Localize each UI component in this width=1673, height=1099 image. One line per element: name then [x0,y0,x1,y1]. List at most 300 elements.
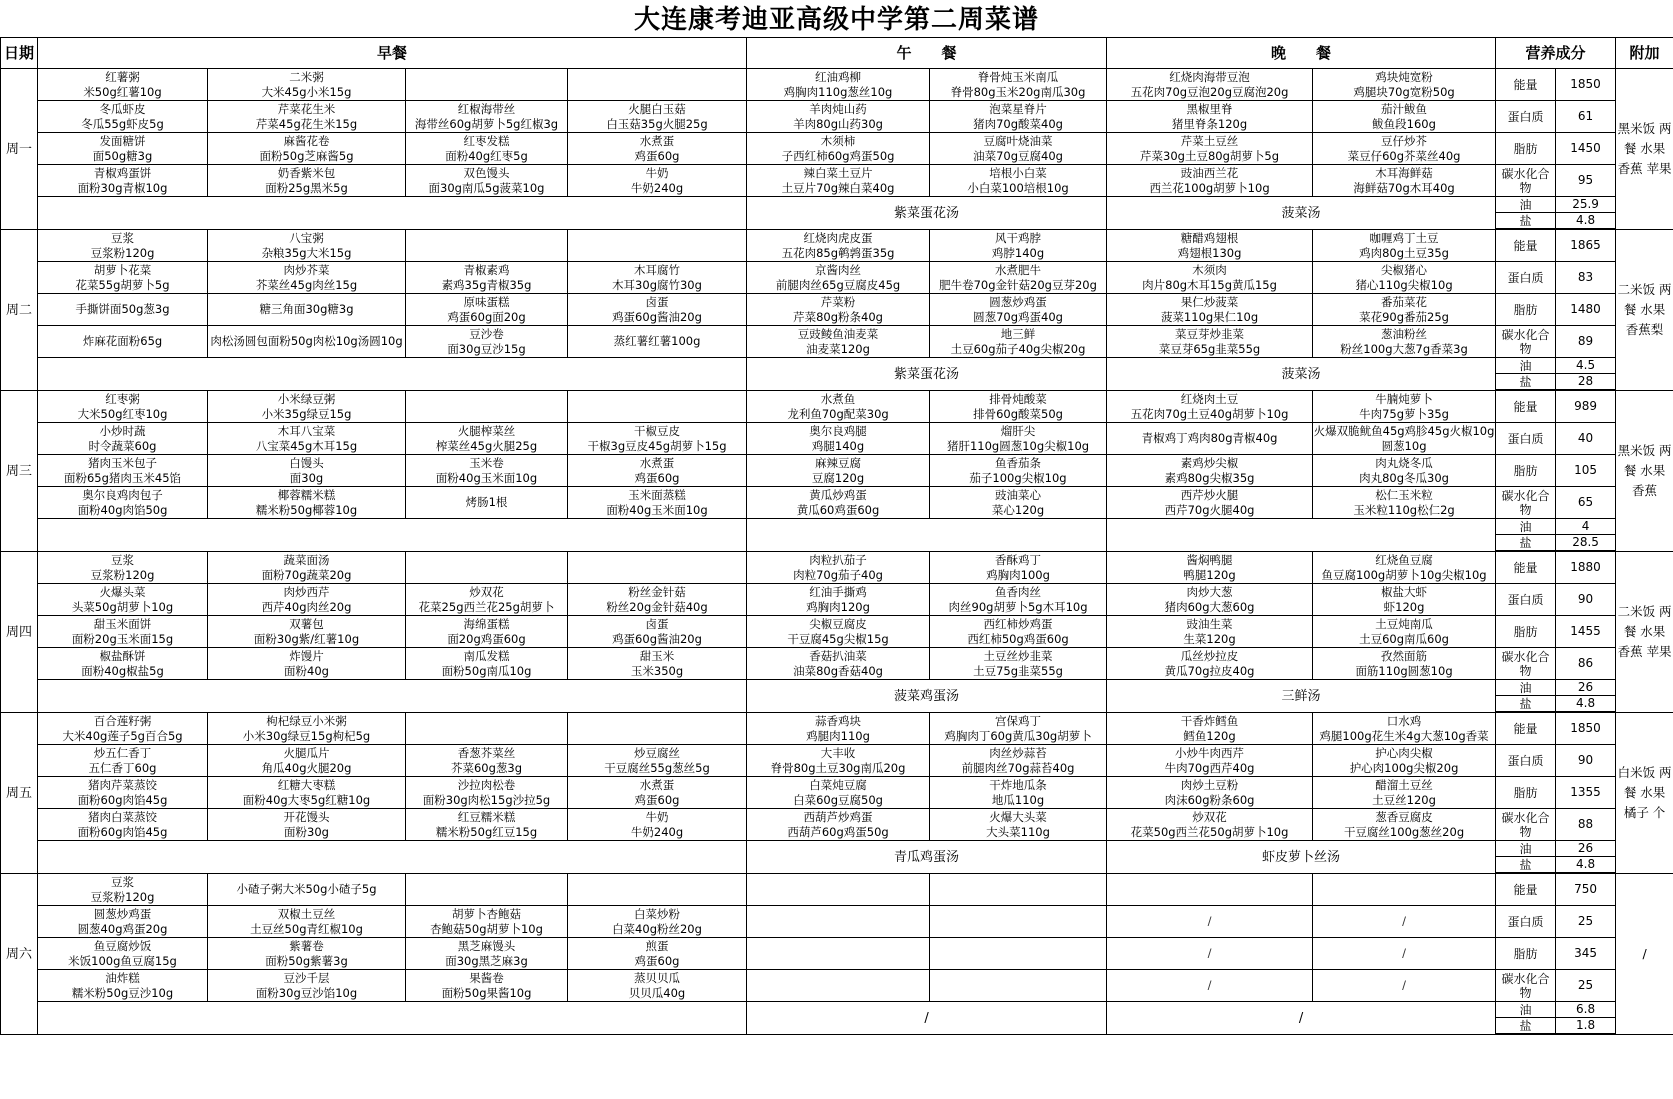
menu-cell [1107,101,1313,133]
nutrient-label: 油 [1496,680,1556,696]
nutrient-label: 能量 [1496,69,1556,101]
dish-name: 红烧肉海带豆泡 [1169,69,1250,84]
menu-cell [406,101,568,133]
menu-cell [406,552,568,584]
soup-breakfast-blank [38,519,747,552]
dish-name: 红枣粥 [105,391,140,406]
nutrient-value: 1865 [1556,230,1616,262]
dish-ingredients: 面粉70g蔬菜20g [261,567,352,582]
menu-cell [1313,423,1496,455]
dish-ingredients: 土豆60g茄子40g尖椒20g [950,341,1086,356]
dish-ingredients: 面粉65g猪肉玉米45馅 [63,470,182,485]
dish-name: 海绵蛋糕 [463,616,510,631]
menu-cell [1107,262,1313,294]
dish-name: 红糖大枣糕 [277,777,336,792]
nutrient-label: 碳水化合物 [1496,809,1556,841]
dish-name: 小炒时蔬 [99,423,146,438]
dish-ingredients: 前腿肉丝70g蒜苔40g [961,760,1075,775]
menu-cell [930,262,1107,294]
menu-cell [38,906,208,938]
dish-ingredients: 猪肉60g大葱60g [1164,599,1255,614]
menu-cell [568,938,747,970]
dish-ingredients: 海鲜菇70g木耳40g [1353,180,1455,195]
dish-ingredients: 鸡腿肉110g [806,728,870,743]
menu-cell [406,970,568,1002]
nutrient-value: 88 [1556,809,1616,841]
menu-cell [208,938,406,970]
nutrient-label: 能量 [1496,391,1556,423]
menu-cell [1313,262,1496,294]
menu-cell [406,584,568,616]
nutrient-value: 1450 [1556,133,1616,165]
dish-name: / [1402,914,1406,928]
menu-cell [568,391,747,423]
dish-ingredients: 鸡胸肉100g [986,567,1050,582]
soup-breakfast-blank [38,841,747,874]
dish-name: 尖椒猪心 [1381,262,1428,277]
dish-name: 口水鸡 [1386,713,1422,728]
dish-name: 干香炸鳕鱼 [1180,713,1239,728]
dish-name: 双椒土豆丝 [277,906,336,921]
menu-cell [38,294,208,326]
dish-name: 西芹炒火腿 [1180,487,1239,502]
menu-cell [38,326,208,358]
menu-cell [930,423,1107,455]
nutrient-value: 28.5 [1556,535,1616,551]
menu-cell [38,69,208,101]
day-label: 周五 [1,713,38,874]
menu-cell [208,713,406,745]
dish-ingredients: 芥菜丝45g肉丝15g [255,277,358,292]
dish-ingredients: 豆腐120g [811,470,865,485]
menu-cell [1107,809,1313,841]
dish-ingredients: 贝贝瓜40g [628,985,686,1000]
dish-name: 青椒鸡蛋饼 [93,165,152,180]
table-row [1,648,1673,680]
nutrient-value: 1850 [1556,713,1616,745]
dish-name: / [1402,946,1406,960]
nutrient-value: 4.5 [1556,358,1616,374]
dish-ingredients: 粉丝100g大葱7g香菜3g [1340,341,1468,356]
dish-name: 猪肉芹菜蒸饺 [88,777,157,792]
menu-cell [568,326,747,358]
menu-cell [930,874,1107,906]
dish-name: / [1207,946,1212,960]
menu-cell [406,69,568,101]
menu-cell [1313,713,1496,745]
nutrient-value: 25 [1556,970,1616,1002]
dish-ingredients: 花菜25g西兰花25g胡萝卜 [418,599,555,614]
dish-name: 木须柿 [820,133,856,148]
menu-cell [1313,487,1496,519]
menu-cell [406,745,568,777]
dish-ingredients: 土豆丝50g青红椒10g [250,921,363,936]
dish-ingredients: 白菜40g粉丝20g [612,921,702,936]
menu-cell [930,391,1107,423]
dish-name: 豆浆 [111,552,134,567]
dish-name: 牛腩炖萝卜 [1375,391,1433,406]
nutrient-value: 1.8 [1556,1018,1616,1034]
dish-name: 果酱卷 [469,970,504,985]
menu-cell [930,745,1107,777]
dish-name: 煎蛋 [645,938,669,953]
nutrient-label: 脂肪 [1496,294,1556,326]
extra-note: 二米饭 两餐 水果 香蕉 苹果 [1616,552,1673,713]
nutrient-value: 6.8 [1556,1002,1616,1018]
menu-cell [930,777,1107,809]
dish-name: 油炸糕 [105,970,140,985]
dish-ingredients: 芹菜30g土豆80g胡萝卜5g [1140,148,1280,163]
menu-cell [38,455,208,487]
table-row [1,777,1673,809]
dish-name: 青椒素鸡 [463,262,510,277]
dish-ingredients: 面粉50g芝麻酱5g [259,148,354,163]
dish-name: 水煮蛋 [639,455,675,470]
menu-cell [1313,584,1496,616]
menu-cell [38,809,208,841]
menu-cell [930,809,1107,841]
menu-cell [406,938,568,970]
dish-name: 开花馒头 [283,809,330,824]
nutrient-label: 蛋白质 [1496,423,1556,455]
dish-ingredients: 面粉30g [284,824,329,839]
dish-name: 蒸红薯红薯100g [613,334,701,348]
menu-cell [1313,874,1496,906]
dish-name: 土豆丝炒韭菜 [983,648,1053,663]
menu-cell [208,809,406,841]
nutrient-label: 能量 [1496,230,1556,262]
nutrient-value: 28 [1556,374,1616,390]
table-row [1,745,1673,777]
table-row [1,69,1673,101]
dish-ingredients: 虾120g [1383,599,1425,614]
menu-cell [747,745,930,777]
menu-cell [208,874,406,906]
dish-ingredients: 干豆腐丝55g葱丝5g [604,760,710,775]
menu-cell [406,809,568,841]
dish-name: 咖喱鸡丁土豆 [1369,230,1439,245]
dish-name: 炸麻花面粉65g [82,334,163,348]
day-label: 周二 [1,230,38,391]
menu-cell [747,165,930,197]
menu-cell [38,552,208,584]
dish-name: 卤蛋 [645,294,669,309]
menu-cell [38,423,208,455]
header-lunch: 午 餐 [747,38,1107,69]
dish-name: 蒸贝贝瓜 [634,970,680,985]
dish-ingredients: 鲅鱼段160g [1372,116,1436,131]
dish-ingredients: 菜花90g番茄25g [1359,309,1449,324]
menu-cell [568,101,747,133]
dish-ingredients: 鸡腿块70g宽粉50g [1353,84,1455,99]
dish-name: 椒盐大虾 [1381,584,1428,599]
dish-ingredients: 土豆60g南瓜60g [1359,631,1449,646]
dish-name: 菜豆芽炒韭菜 [1175,326,1245,341]
nutrient-label: 能量 [1496,713,1556,745]
extra-note: / [1616,874,1673,1035]
menu-cell [930,938,1107,970]
nutrient-value: 1880 [1556,552,1616,584]
dish-ingredients: 圆葱40g鸡蛋20g [77,921,168,936]
dish-ingredients: 面粉50g果酱10g [441,985,532,1000]
dish-ingredients: 鸡翅根130g [1177,245,1242,260]
menu-cell [406,906,568,938]
dish-ingredients: 西红柿50g鸡蛋60g [967,631,1069,646]
table-row [1,906,1673,938]
dish-name: 大丰收 [820,745,856,760]
nutrient-label: 盐 [1496,213,1556,229]
dish-ingredients: 面粉60g肉馅45g [77,792,168,807]
dish-ingredients: 大米50g红枣10g [77,406,168,421]
menu-cell [208,230,406,262]
menu-cell [930,584,1107,616]
menu-cell [208,745,406,777]
dish-ingredients: 菜心120g [991,502,1045,517]
dish-ingredients: 猪肉70g酸菜40g [973,116,1063,131]
dish-ingredients: 生菜120g [1183,631,1236,646]
dish-ingredients: 小白菜100培根10g [967,180,1069,195]
menu-cell [208,391,406,423]
dish-name: 枸杞绿豆小米粥 [266,713,347,728]
table-row [1,874,1673,906]
dish-name: 肉炒大葱 [1186,584,1233,599]
menu-cell [568,552,747,584]
dish-name: 芹菜粉 [820,294,856,309]
dish-ingredients: 杂粮35g大米15g [261,245,352,260]
dish-name: 奶香紫米包 [277,165,336,180]
menu-cell [208,487,406,519]
dish-ingredients: 糯米粉50g红豆15g [435,824,538,839]
dish-ingredients: 花菜55g胡萝卜5g [75,277,170,292]
menu-cell [406,616,568,648]
dish-ingredients: 鸡蛋60g面20g [447,309,526,324]
menu-cell [1107,165,1313,197]
menu-cell [208,165,406,197]
dish-ingredients: 牛奶240g [630,824,684,839]
menu-cell [406,391,568,423]
menu-cell [930,713,1107,745]
dish-ingredients: 猪肝110g圆葱10g尖椒10g [946,438,1090,453]
day-label: 周三 [1,391,38,552]
menu-cell [1107,455,1313,487]
dish-ingredients: 面粉30g豆沙馅10g [255,985,358,1000]
dish-ingredients: 榨菜丝45g火腿25g [435,438,538,453]
menu-cell [208,262,406,294]
menu-cell [568,809,747,841]
dish-ingredients: 牛肉70g西芹40g [1164,760,1255,775]
header-breakfast: 早餐 [38,38,747,69]
nutrient-label: 蛋白质 [1496,906,1556,938]
dish-ingredients: 豆浆粉120g [90,889,155,904]
nutrient-value: 95 [1556,165,1616,197]
dish-ingredients: 牛奶240g [630,180,684,195]
dish-name: 紫薯卷 [289,938,324,953]
dish-ingredients: 鸡蛋60g [634,953,680,968]
dish-ingredients: 面粉50g紫薯3g [265,953,348,968]
menu-cell [930,552,1107,584]
menu-cell [1107,648,1313,680]
menu-cell [1107,713,1313,745]
dish-ingredients: 土豆丝120g [1372,792,1436,807]
nutrient-label: 脂肪 [1496,777,1556,809]
dish-name: 肉炒芥菜 [283,262,330,277]
dish-name: 红薯粥 [105,69,140,84]
dish-name: 八宝粥 [289,230,324,245]
menu-cell [1313,648,1496,680]
dish-name: 醋溜土豆丝 [1375,777,1433,792]
nutrient-value: 86 [1556,648,1616,680]
menu-cell [208,552,406,584]
dish-name: 豆腐叶烧油菜 [983,133,1053,148]
dish-ingredients: 肥牛卷70g金针菇20g豆芽20g [939,277,1097,292]
menu-cell [406,326,568,358]
menu-cell [208,133,406,165]
menu-cell [930,970,1107,1002]
dish-ingredients: 鸡蛋60g [634,148,680,163]
nutrient-label: 脂肪 [1496,133,1556,165]
dish-ingredients: 白玉菇35g火腿25g [606,116,708,131]
dish-ingredients: 肉丝90g胡萝卜5g木耳10g [948,599,1088,614]
dish-name: 干炸地瓜条 [989,777,1047,792]
table-row [1,616,1673,648]
menu-cell [747,970,930,1002]
dish-ingredients: 面30g [289,470,324,485]
dish-ingredients: 米50g红薯10g [83,84,162,99]
menu-cell [1107,487,1313,519]
lunch-soup: 紫菜蛋花汤 [747,358,1107,391]
nutrient-value: 40 [1556,423,1616,455]
table-row [1,713,1673,745]
dish-ingredients: 黄瓜60鸡蛋60g [796,502,880,517]
menu-cell [747,487,930,519]
menu-cell [747,230,930,262]
dish-name: 脊骨炖玉米南瓜 [977,69,1059,84]
dish-name: 木须肉 [1192,262,1227,277]
dish-name: 红烧肉虎皮蛋 [803,230,873,245]
dish-name: 猪肉玉米包子 [88,455,157,470]
day-label: 周四 [1,552,38,713]
menu-cell [38,165,208,197]
nutrient-label: 碳水化合物 [1496,648,1556,680]
nutrient-value: 989 [1556,391,1616,423]
dish-name: 红枣发糕 [463,133,510,148]
dish-name: 豆豉鲮鱼油麦菜 [797,326,879,341]
nutrient-value: 61 [1556,101,1616,133]
menu-cell [568,648,747,680]
nutrient-label: 油 [1496,1002,1556,1018]
dish-name: 粉丝金针菇 [628,584,686,599]
dish-name: 松仁玉米粒 [1375,487,1433,502]
menu-cell [1107,616,1313,648]
dish-name: 红油手撕鸡 [809,584,867,599]
nutrient-value: 4.8 [1556,857,1616,873]
menu-cell [1313,455,1496,487]
dish-name: 香菇扒油菜 [809,648,867,663]
menu-cell [406,165,568,197]
dish-ingredients: 肉片80g木耳15g黄瓜15g [1142,277,1277,292]
dish-ingredients: 面30g豆沙15g [447,341,526,356]
dish-name: 护心肉尖椒 [1375,745,1433,760]
dish-name: / [1402,978,1406,992]
dish-name: 果仁炒菠菜 [1180,294,1239,309]
dish-ingredients: 粉丝20g金针菇40g [606,599,708,614]
dish-ingredients: 排骨60g酸菜50g [973,406,1063,421]
dish-ingredients: 糯米粉50g椰蓉10g [255,502,358,517]
dish-ingredients: 土豆片70g辣白菜40g [781,180,895,195]
nutrient-value: 105 [1556,455,1616,487]
menu-cell [1107,777,1313,809]
menu-cell [1107,874,1313,906]
table-row [1,391,1673,423]
dish-name: 猪肉白菜蒸饺 [88,809,157,824]
nutrient-value: 4.8 [1556,696,1616,712]
menu-cell [38,745,208,777]
dish-name: 黄瓜炒鸡蛋 [809,487,867,502]
dish-name: 发面糖饼 [99,133,146,148]
dish-ingredients: 面粉25g黑米5g [265,180,348,195]
dish-name: 牛奶 [645,809,669,824]
dish-name: 鱼香茄条 [995,455,1042,470]
dish-name: 小碴子粥大米50g小碴子5g [236,882,377,896]
dish-name: 番茄菜花 [1381,294,1428,309]
dish-name: 糖醋鸡翅根 [1180,230,1239,245]
dish-name: 小米绿豆粥 [277,391,336,406]
menu-cell [406,874,568,906]
menu-cell [1107,294,1313,326]
dinner-soup: 虾皮萝卜丝汤 [1107,841,1496,874]
dish-name: 水煮蛋 [639,133,675,148]
dish-name: 甜玉米 [639,648,675,663]
menu-cell [1107,584,1313,616]
menu-cell [568,906,747,938]
dish-ingredients: 鸡脖140g [991,245,1045,260]
dish-ingredients: 面粉40g玉米面10g [606,502,708,517]
menu-cell [747,133,930,165]
dish-ingredients: 糯米粉50g豆沙10g [71,985,174,1000]
menu-cell [38,648,208,680]
menu-cell [208,294,406,326]
dish-name: 椒盐酥饼 [99,648,146,663]
dish-ingredients: 角瓜40g火腿20g [261,760,352,775]
dish-name: 奥尔良鸡腿 [809,423,867,438]
menu-cell [930,133,1107,165]
soup-breakfast-blank [38,680,747,713]
menu-cell [1107,970,1313,1002]
dish-name: 红油鸡柳 [815,69,862,84]
menu-cell [1313,165,1496,197]
dish-name: 风干鸡脖 [995,230,1042,245]
nutrient-label: 油 [1496,841,1556,857]
dish-name: 宫保鸡丁 [995,713,1042,728]
dish-ingredients: 猪里脊条120g [1171,116,1248,131]
dish-name: 双薯包 [289,616,324,631]
dish-ingredients: 面粉30g肉松15g沙拉5g [422,792,551,807]
extra-note: 白米饭 两餐 水果 橘子 个 [1616,713,1673,874]
dish-name: 香葱芥菜丝 [457,745,516,760]
dish-name: 木耳腐竹 [634,262,680,277]
dish-name: 豉油西兰花 [1180,165,1239,180]
dish-name: 圆葱炒鸡蛋 [93,906,152,921]
dish-ingredients: 芹菜45g花生米15g [255,116,358,131]
day-label: 周六 [1,874,38,1035]
header-date: 日期 [1,38,38,69]
dish-name: 胡萝卜杏鲍菇 [452,906,521,921]
lunch-soup: / [747,1002,1107,1035]
menu-cell [38,487,208,519]
dish-name: 排骨炖酸菜 [989,391,1047,406]
dish-name: 鸡块炖宽粉 [1375,69,1433,84]
dish-name: 沙拉肉松卷 [457,777,516,792]
